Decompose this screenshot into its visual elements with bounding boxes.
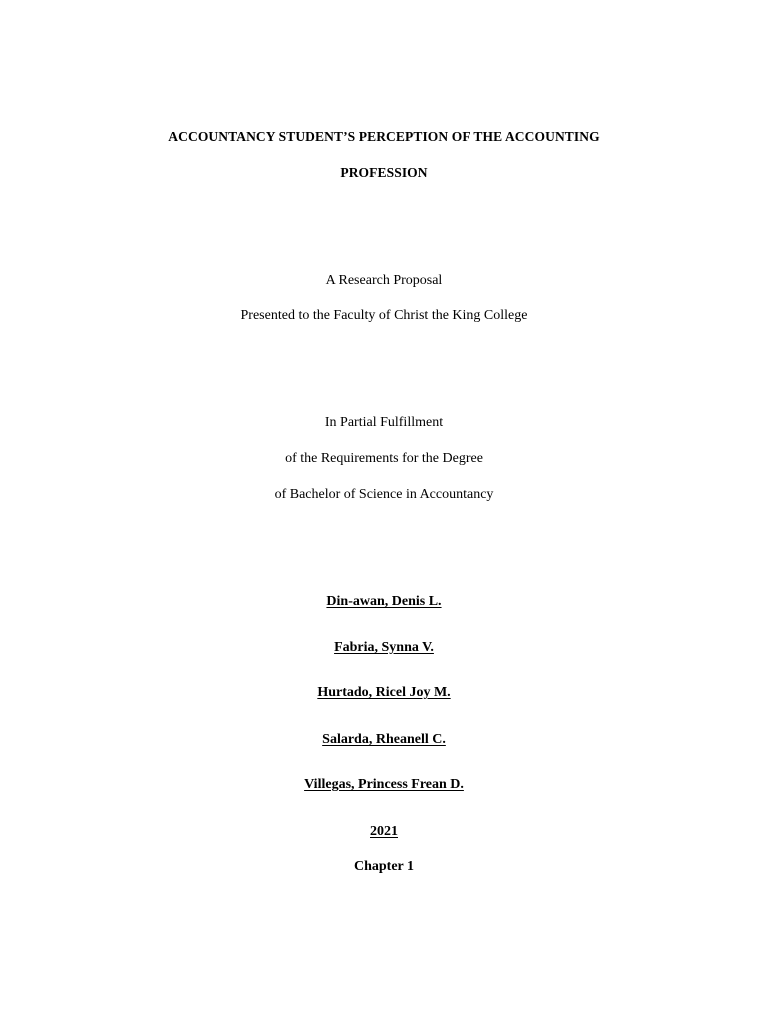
author-4 [0, 731, 768, 749]
proposal-line-1: A Research Proposal [325, 273, 443, 288]
author-5 [0, 776, 768, 794]
year: 2021 [370, 824, 398, 839]
year-line [0, 823, 768, 841]
title-line-2: PROFESSION [340, 165, 428, 180]
fulfillment-line-1: In Partial Fulfillment [324, 415, 444, 430]
fulfillment-line-3: of Bachelor of Science in Accountancy [274, 487, 494, 502]
author-1 [0, 593, 768, 611]
title-line-1: ACCOUNTANCY STUDENT’S PERCEPTION OF THE ACCOUNTING [168, 129, 600, 144]
author-name: Fabria, Synna V. [334, 640, 434, 655]
author-name: Din-awan, Denis L. [326, 594, 442, 609]
author-name: Villegas, Princess Frean D. [304, 777, 464, 792]
chapter-heading: Chapter 1 [353, 859, 415, 874]
author-name: Salarda, Rheanell C. [322, 732, 446, 747]
author-2 [0, 639, 768, 657]
author-3 [0, 684, 768, 702]
proposal-line-2: Presented to the Faculty of Christ the King College [240, 308, 528, 323]
fulfillment-line-2: of the Requirements for the Degree [285, 451, 483, 466]
author-name: Hurtado, Ricel Joy M. [317, 685, 451, 700]
